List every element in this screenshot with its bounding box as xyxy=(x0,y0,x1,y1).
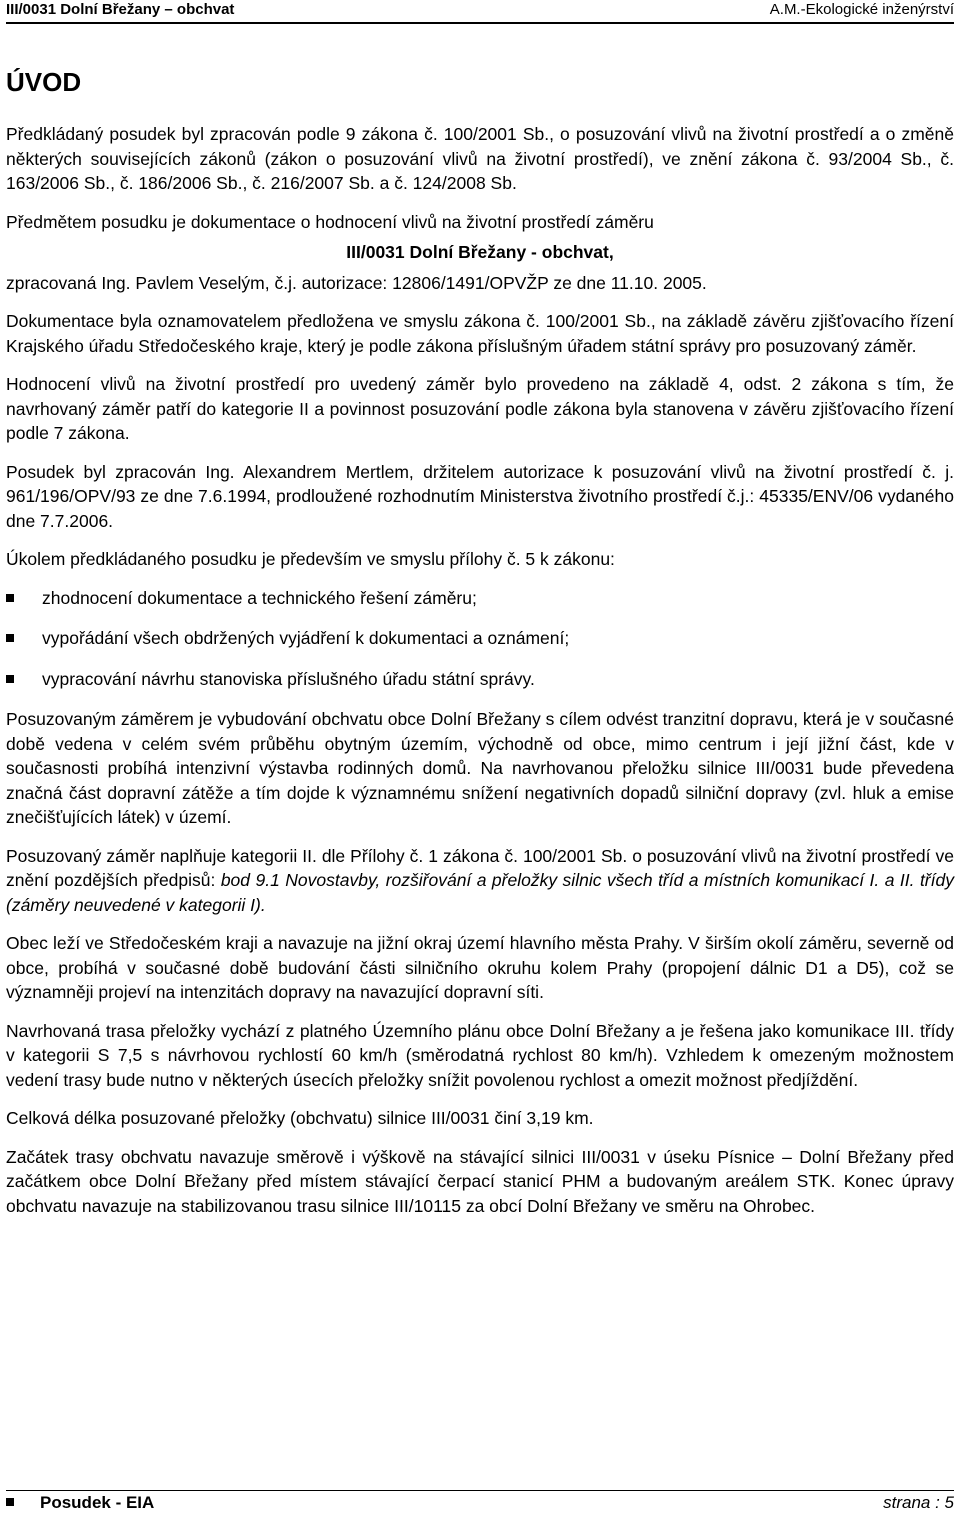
page-footer xyxy=(6,1490,954,1513)
paragraph-assessment: Hodnocení vlivů na životní prostředí pro uvedený záměr bylo provedeno na základě 4, odst. 2 zákona s tím, že navrhovaný záměr patří do kategorie II a povinnost posuzování podle zákona byla stanovena v závěru zjišťovacího řízení podle 7 zákona. xyxy=(6,374,954,443)
task-list xyxy=(6,586,954,692)
paragraph-author-documentation: zpracovaná Ing. Pavlem Veselým, č.j. autorizace: 12806/1491/OPVŽP ze dne 11.10. 2005. xyxy=(6,272,707,293)
paragraph-submission: Dokumentace byla oznamovatelem předložena ve smyslu zákona č. 100/2001 Sb., na základě závěru zjišťovacího řízení Krajského úřadu Středočeského kraje, který je podle zákona příslušným úřadem státní správy pro posuzovaný záměr. xyxy=(6,311,954,356)
paragraph-subject: Předmětem posudku je dokumentace o hodnocení vlivů na životní prostředí záměru xyxy=(6,211,654,232)
paragraph-task: Úkolem předkládaného posudku je především ve smyslu přílohy č. 5 k zákonu: xyxy=(6,549,615,569)
section-heading: ÚVOD xyxy=(6,67,82,97)
footer-document-type: Posudek - EIA xyxy=(6,1492,154,1514)
page-number: strana : 5 xyxy=(883,1493,954,1512)
paragraph-reviewer: Posudek byl zpracován Ing. Alexandrem Mertlem, držitelem autorizace k posuzování vlivů na životní prostředí č. j. 961/196/OPV/93 ze dne 7.6.1994, prodloužené rozhodnutím Ministerstva životního prostředí č.j.: 45335/ENV/06 vydaného dne 7.7.2006. xyxy=(6,461,954,531)
document-body xyxy=(6,122,954,1232)
list-item: vypracování návrhu stanoviska příslušného úřadu státní správy. xyxy=(6,667,954,692)
paragraph-project-purpose: Posuzovaným záměrem je vybudování obchvatu obce Dolní Břežany s cílem odvést tranzitní dopravu, která je v současné době vedena v celém svém průběhu obytným územím, východně od obce, mimo centrum i její jižní část, kde v současnosti probíhá intenzivní výstavba rodinných domů. Na navrhovanou přeložku silnice III/0031 bude převedena značná část dopravní zátěže a tím dojde k významnému snížení negativních dopadů silniční dopravy (zvl. hluk a emise znečišťujících látek) v území. xyxy=(6,709,954,827)
header-project-title: III/0031 Dolní Břežany – obchvat xyxy=(6,1,235,18)
category-citation: bod 9.1 Novostavby, rozšiřování a přeložky silnic všech tříd a místních komunikací I. a II. třídy (záměry neuvedené v kategorii I). xyxy=(6,870,954,915)
paragraph-intro: Předkládaný posudek byl zpracován podle 9 zákona č. 100/2001 Sb., o posuzování vlivů na životní prostředí a o změně některých souvisejících zákonů (zákon o posuzování vlivů na životní prostředí), ve znění zákona č. 93/2004 Sb., č. 163/2006 Sb., č. 186/2006 Sb., č. 216/2007 Sb. a č. 124/2008 Sb. xyxy=(6,124,954,193)
list-item: vypořádání všech obdržených vyjádření k dokumentaci a oznámení; xyxy=(6,626,954,651)
header-company: A.M.-Ekologické inženýrství xyxy=(769,1,954,18)
project-name: III/0031 Dolní Břežany - obchvat, xyxy=(346,242,614,262)
paragraph-route-start-end: Začátek trasy obchvatu navazuje směrově i výškově na stávající silnici III/0031 v úseku Písnice – Dolní Břežany před začátkem obce Dolní Břežany před místem stávající čerpací stanicí PHM a budovaným areálem STK. Konec úpravy obchvatu navazuje na stabilizovanou trasu silnice III/10115 za obcí Dolní Břežany ve směru na Ohrobec. xyxy=(6,1146,954,1216)
square-bullet-icon xyxy=(6,594,14,602)
list-item: zhodnocení dokumentace a technického řešení záměru; xyxy=(6,586,954,611)
paragraph-location: Obec leží ve Středočeském kraji a navazuje na jižní okraj území hlavního města Prahy. V širším okolí záměru, severně od obce, probíhá v současné době budování části silničního okruhu kolem Prahy (propojení dálnic D1 a D5), což se významněji projeví na intenzitách dopravy na navazující dopravní síti. xyxy=(6,933,954,1002)
page-header xyxy=(6,0,954,24)
square-bullet-icon xyxy=(6,1498,14,1506)
paragraph-route: Navrhovaná trasa přeložky vychází z platného Územního plánu obce Dolní Břežany a je řešena jako komunikace III. třídy v kategorii S 7,5 s návrhovou rychlostí 60 km/h (směrodatná rychlost 80 km/h). Vzhledem k omezeným možnostem vedení trasy bude nutno v některých úsecích přeložky snížit povolenou rychlost a omezit možnost předjíždění. xyxy=(6,1020,954,1090)
paragraph-length: Celková délka posuzované přeložky (obchvatu) silnice III/0031 činí 3,19 km. xyxy=(6,1108,594,1128)
paragraph-category: Posuzovaný záměr naplňuje kategorii II. dle Přílohy č. 1 zákona č. 100/2001 Sb. o posuzování vlivů na životní prostředí ve znění pozdějších předpisů: bod 9.1 Novostavby, rozšiřování a přeložky silnic všech tříd a místních komunikací I. a II. třídy (záměry neuvedené v kategorii I). xyxy=(6,845,954,915)
square-bullet-icon xyxy=(6,675,14,683)
square-bullet-icon xyxy=(6,634,14,642)
